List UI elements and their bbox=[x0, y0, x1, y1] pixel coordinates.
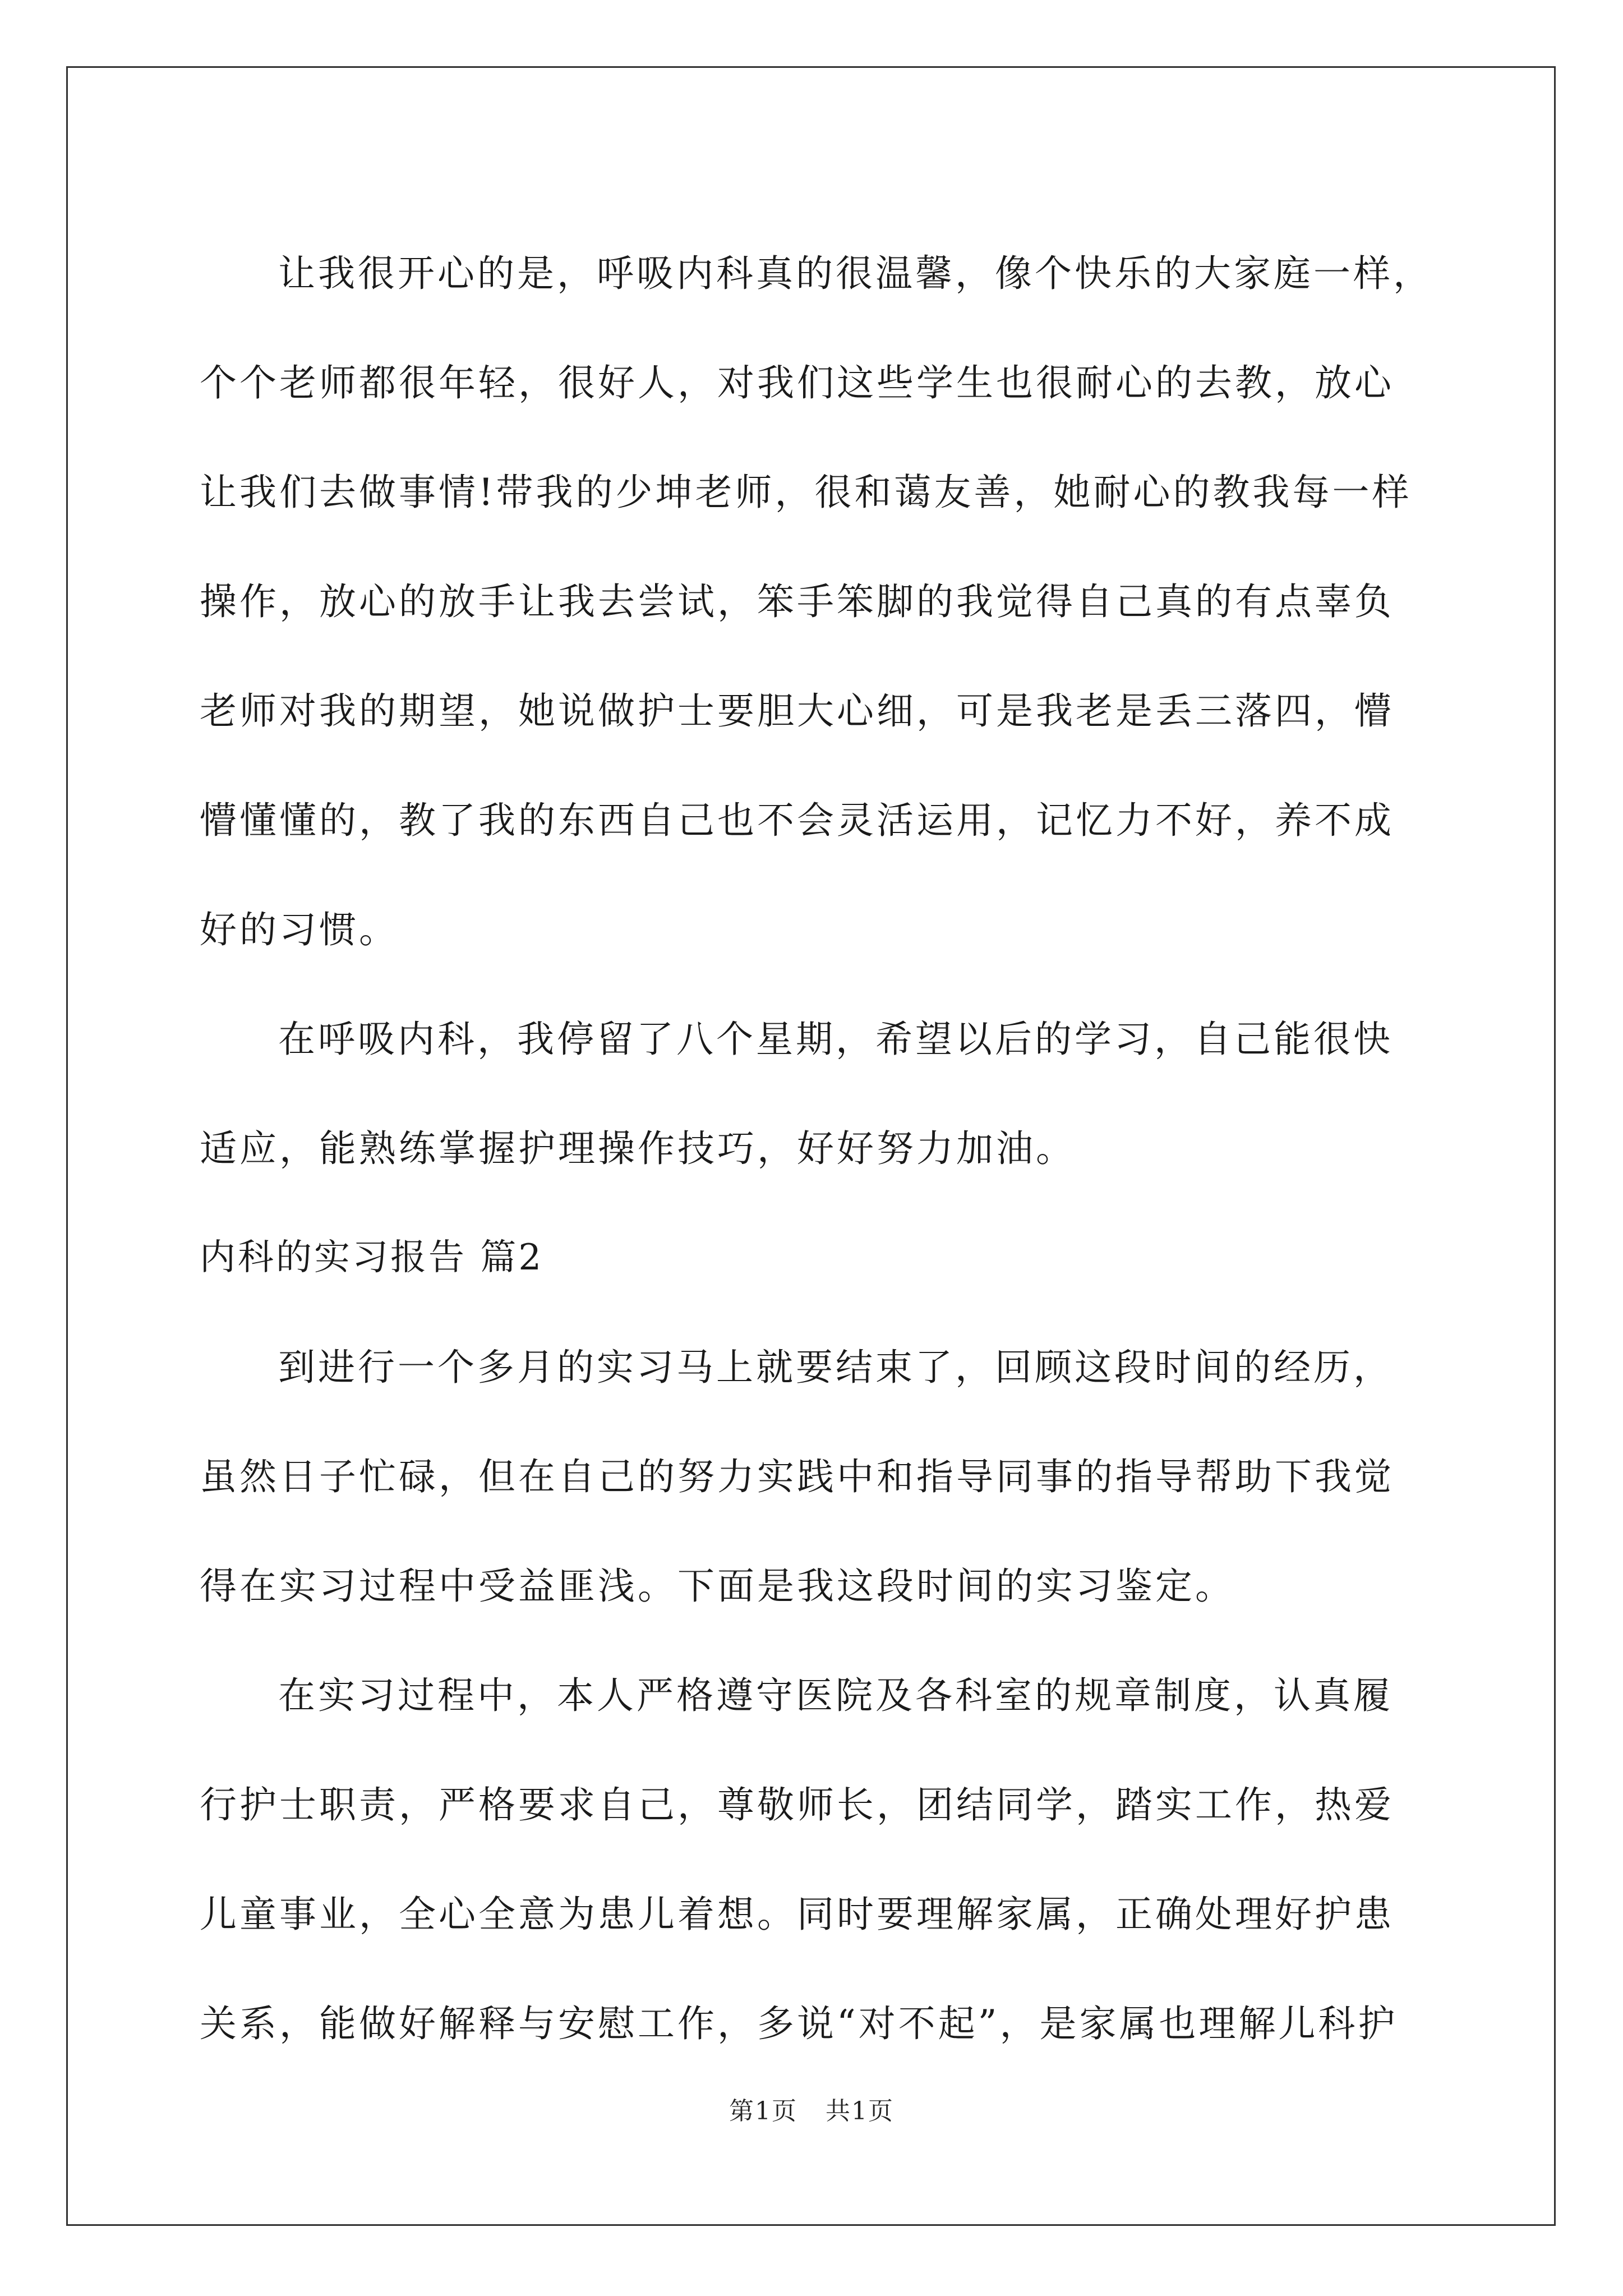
text-line: 适应，能熟练掌握护理操作技巧，好好努力加油。 bbox=[200, 1127, 1076, 1170]
text-line: 虽然日子忙碌，但在自己的努力实践中和指导同事的指导帮助下我觉 bbox=[200, 1455, 1394, 1498]
section-heading: 内科的实习报告 篇2 bbox=[200, 1237, 544, 1278]
text-line: 好的习惯。 bbox=[200, 908, 399, 951]
page-number: 第1页 bbox=[729, 2097, 797, 2125]
paragraph bbox=[200, 219, 1433, 984]
text-line: 个个老师都很年轻，很好人，对我们这些学生也很耐心的去教，放心 bbox=[200, 361, 1394, 404]
text-line: 让我很开心的是，呼吸内科真的很温馨，像个快乐的大家庭一样， bbox=[278, 252, 1433, 295]
page-total: 共1页 bbox=[826, 2097, 894, 2125]
text-line: 在呼吸内科，我停留了八个星期，希望以后的学习，自己能很快 bbox=[278, 1018, 1393, 1061]
document-body bbox=[200, 219, 1433, 2078]
paragraph bbox=[200, 1313, 1428, 1641]
paragraph bbox=[200, 984, 1428, 1203]
text-line: 在实习过程中，本人严格遵守医院及各科室的规章制度，认真履 bbox=[278, 1674, 1393, 1717]
text-line: 懵懂懂的，教了我的东西自己也不会灵活运用，记忆力不好，养不成 bbox=[200, 799, 1394, 842]
text-line: 让我们去做事情!带我的少坤老师，很和蔼友善，她耐心的教我每一样 bbox=[200, 471, 1412, 514]
paragraph bbox=[200, 1641, 1428, 2078]
text-line: 得在实习过程中受益匪浅。下面是我这段时间的实习鉴定。 bbox=[200, 1565, 1235, 1608]
text-line: 行护士职责，严格要求自己，尊敬师长，团结同学，踏实工作，热爱 bbox=[200, 1783, 1394, 1826]
text-line: 儿童事业，全心全意为患儿着想。同时要理解家属，正确处理好护患 bbox=[200, 1893, 1394, 1936]
page-footer bbox=[0, 2091, 1623, 2127]
text-line: 到进行一个多月的实习马上就要结束了，回顾这段时间的经历， bbox=[278, 1346, 1393, 1389]
text-line: 操作，放心的放手让我去尝试，笨手笨脚的我觉得自己真的有点辜负 bbox=[200, 580, 1394, 623]
text-line: 关系，能做好解释与安慰工作，多说“对不起”，是家属也理解儿科护 bbox=[200, 2002, 1398, 2045]
text-line: 老师对我的期望，她说做护士要胆大心细，可是我老是丢三落四，懵 bbox=[200, 689, 1394, 733]
